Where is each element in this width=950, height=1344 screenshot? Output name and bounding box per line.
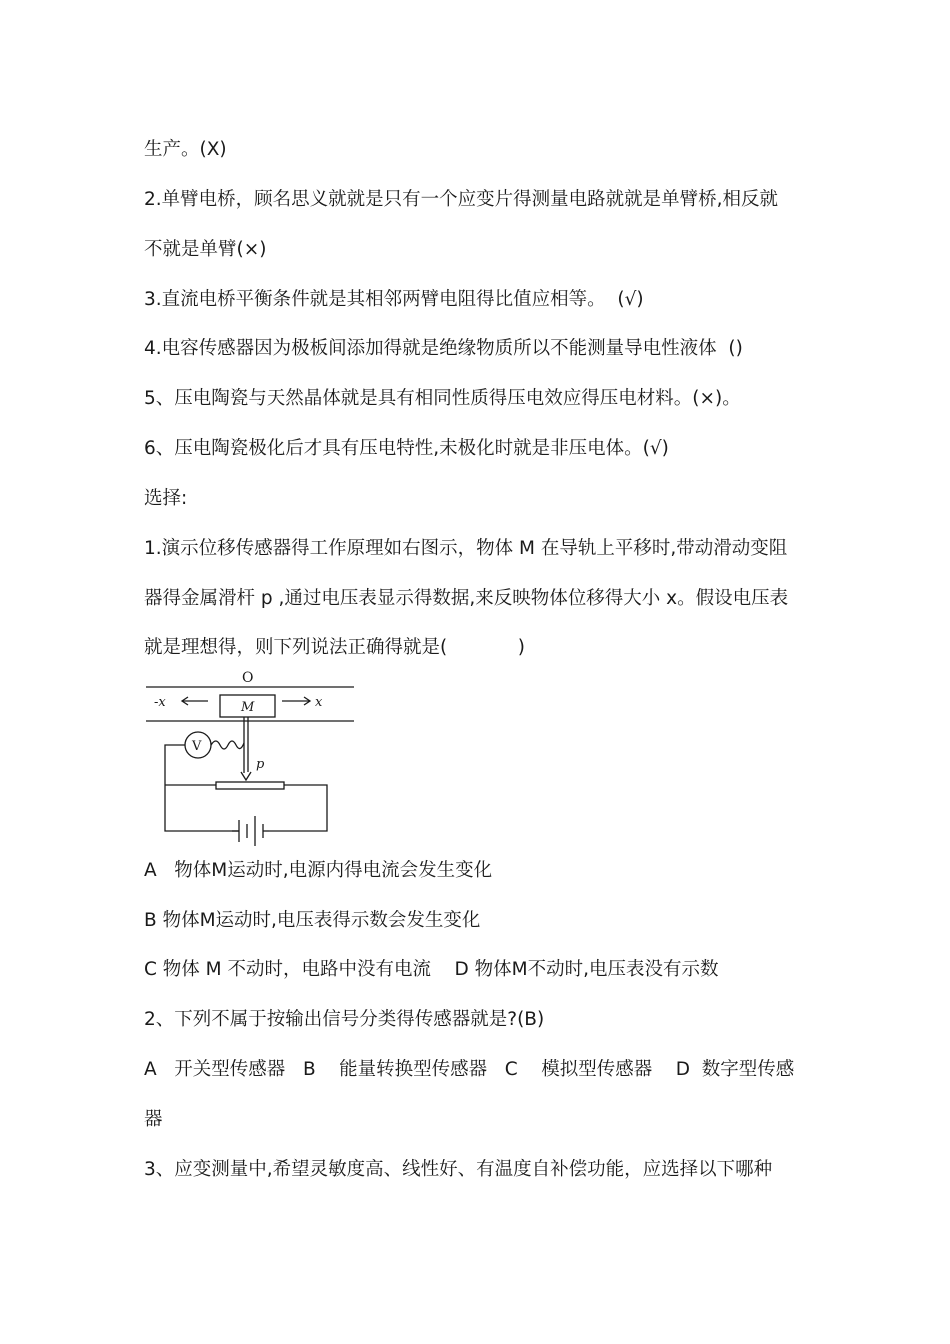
text-line-4: 3.直流电桥平衡条件就是其相邻两臂电阻得比值应相等。 (√): [144, 289, 644, 310]
text-line-7: 6、压电陶瓷极化后才具有压电特性,未极化时就是非压电体。(√): [144, 438, 669, 459]
text-line-9: 1.演示位移传感器得工作原理如右图示，物体 M 在导轨上平移时,带动滑动变阻: [144, 538, 788, 559]
text-line-3: 不就是单臂(×): [144, 239, 267, 260]
block-label: M: [241, 700, 255, 715]
text-line-2: 2.单臂电桥，顾名思义就就是只有一个应变片得测量电路就就是单臂桥,相反就: [144, 189, 779, 210]
displacement-sensor-circuit-diagram: [144, 668, 359, 850]
spring-wire: [211, 741, 244, 749]
text-line-8: 选择:: [144, 488, 188, 509]
text-line-15: 2、下列不属于按输出信号分类得传感器就是?(B): [144, 1009, 545, 1030]
right-direction-label: x: [315, 695, 323, 710]
text-line-11: 就是理想得，则下列说法正确得就是( ): [144, 637, 526, 658]
text-line-14: C 物体 M 不动时，电路中没有电流 D 物体M不动时,电压表没有示数: [144, 959, 719, 980]
slider-label: p: [256, 757, 265, 772]
origin-label: O: [242, 670, 254, 686]
voltmeter-label: V: [192, 739, 202, 754]
text-line-17: 器: [144, 1109, 163, 1130]
text-line-18: 3、应变测量中,希望灵敏度高、线性好、有温度自补偿功能，应选择以下哪种: [144, 1159, 773, 1180]
left-direction-label: -x: [154, 695, 166, 710]
text-line-10: 器得金属滑杆 p ,通过电压表显示得数据,来反映物体位移得大小 x。假设电压表: [144, 588, 789, 609]
text-line-12: A 物体M运动时,电源内得电流会发生变化: [144, 860, 493, 881]
text-line-6: 5、压电陶瓷与天然晶体就是具有相同性质得压电效应得压电材料。(×)。: [144, 388, 741, 409]
text-line-16: A 开关型传感器 B 能量转换型传感器 C 模拟型传感器 D 数字型传感: [144, 1059, 795, 1080]
text-line-1: 生产。(X): [144, 139, 227, 160]
rheostat-bar: [216, 782, 284, 789]
text-line-5: 4.电容传感器因为极板间添加得就是绝缘物质所以不能测量导电性液体 (): [144, 338, 743, 359]
text-line-13: B 物体M运动时,电压表得示数会发生变化: [144, 910, 481, 931]
